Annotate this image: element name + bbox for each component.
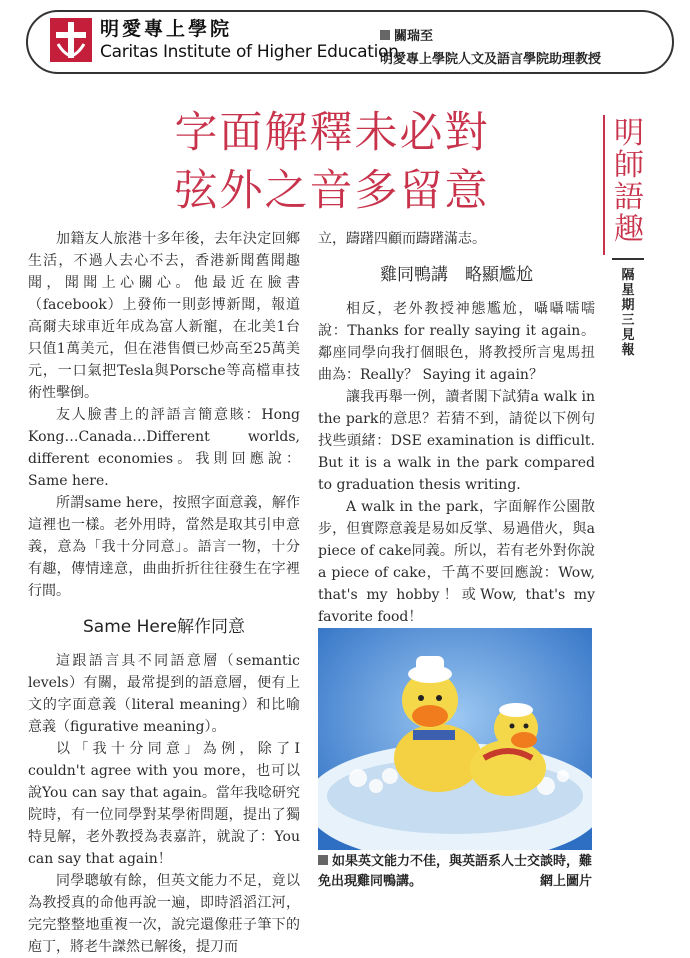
- paragraph: A walk in the park，字面解作公園散步，但實際意義是易如反掌、易過借火，與a piece of cake同義。所以，若有老外對你說a piece of cake，千萬不要回應說：Wow, that's my hobby！或Wow, that's my favorite food！: [318, 499, 595, 625]
- paragraph: 同學聰敏有餘，但英文能力不足，竟以為教授真的命他再說一遍，即時滔滔江河，完完整整地重複一次，說完還像莊子筆下的庖丁，將老牛謋然已解後，提刀而: [28, 873, 300, 955]
- paragraph: 友人臉書上的評語言簡意賅：Hong Kong…Canada…Different worlds, different economies。我則回應說：Same here.: [28, 407, 300, 489]
- headline-line-2: 弦外之音多留意: [174, 166, 490, 216]
- paragraph: 加籍友人旅港十多年後，去年決定回鄉生活，不過人去心不去，香港新聞舊聞趣聞，聞聞上心關心。他最近在臉書（facebook）上發佈一則彭博新聞，報道高爾夫球車近年成為富人新寵，在北美1台只值1萬美元，但在港售價已炒高至25萬美元，一口氣把Tesla與Porsche等高檔車技術性擊倒。: [28, 231, 300, 401]
- column-divider: [603, 115, 605, 255]
- paragraph: 讓我再舉一例，讀者閣下試猜a walk in the park的意思？若猜不到，請從以下例句找些頭緒：DSE examination is difficult. But it is a walk in the park compared to graduation thesis writing.: [318, 389, 595, 493]
- institution-name-zh: 明愛專上學院: [100, 18, 233, 40]
- column-name: 明師語趣: [614, 116, 644, 247]
- rubber-ducks-photo: [318, 628, 592, 850]
- caritas-cross-logo: [50, 18, 92, 62]
- publication-schedule: 隔星期三見報: [621, 268, 635, 358]
- section-subheading: Same Here解作同意: [83, 617, 245, 637]
- caption-text: 如果英文能力不佳，與英語系人士交談時，難免出現雞同鴨講。: [318, 854, 593, 889]
- column-name-rule: [612, 258, 644, 260]
- author-name: [380, 25, 433, 44]
- author-title: 明愛專上學院人文及語言學院助理教授: [380, 52, 602, 67]
- photo-credit: 網上圖片: [539, 874, 592, 889]
- article-headline: [112, 104, 552, 220]
- article-column-1: [28, 228, 300, 958]
- paragraph: 相反，老外教授神態尷尬，囁囁嚅嚅說：Thanks for really saying it again。鄰座同學向我打個眼色，將教授所言鬼馬扭曲為：Really？ Saying it again？: [318, 301, 595, 383]
- section-subheading: 雞同鴨講 略顯尷尬: [380, 265, 533, 285]
- paragraph: 所謂same here，按照字面意義，解作這裡也一樣。老外用時，當然是取其引申意義，意為「我十分同意」。語言一物，十分有趣，傳情達意，曲曲折折往往發生在字裡行間。: [28, 495, 300, 599]
- square-bullet-icon: [318, 855, 328, 865]
- paragraph: 以「我十分同意」為例，除了I couldn't agree with you more，也可以說You can say that again。當年我唸研究院時，有一位同學對某學術問題，提出了獨特見解，老外教授為表嘉許，就說了：You can say that again！: [28, 741, 300, 867]
- institution-name-en: Caritas Institute of Higher Education: [100, 42, 399, 62]
- article-column-2: [318, 228, 595, 628]
- photo-caption: [318, 852, 592, 892]
- headline-line-1: 字面解釋未必對: [174, 108, 490, 158]
- paragraph: 這跟語言具不同語意層（semantic levels）有關，最常提到的語意層，便有上文的字面意義（literal meaning）和比喻意義（figurative meaning）。: [28, 653, 300, 735]
- square-bullet-icon: [380, 30, 390, 40]
- paragraph-continued: 立，躊躇四顧而躊躇滿志。: [318, 231, 486, 247]
- author-name-text: 關瑞至: [394, 29, 434, 44]
